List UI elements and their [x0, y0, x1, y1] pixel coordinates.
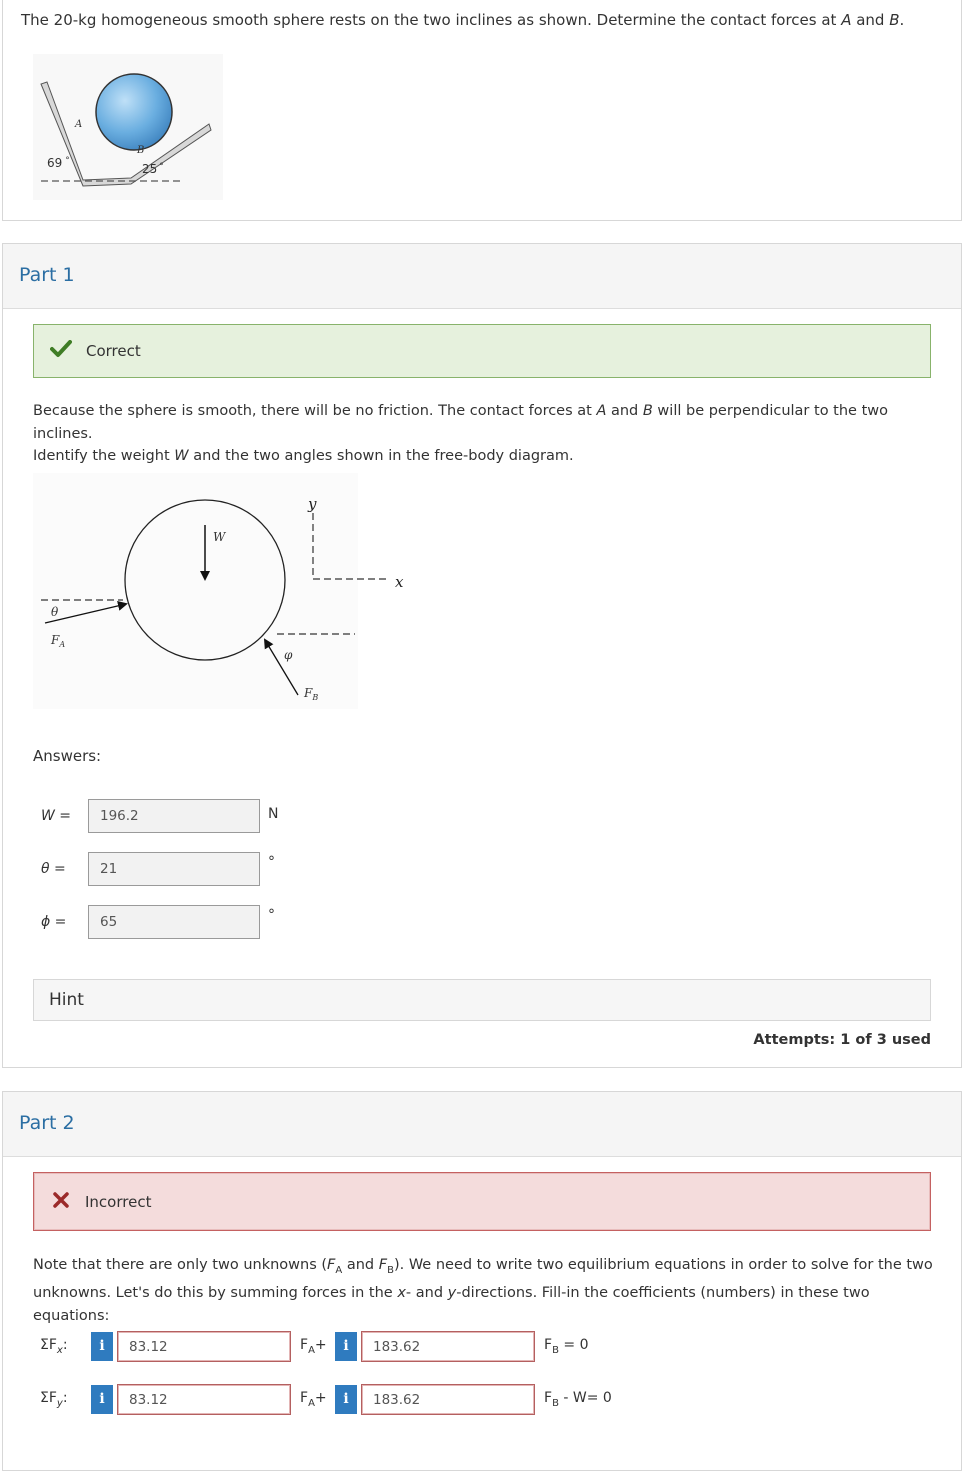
question-panel — [2, 0, 962, 221]
label-B: B — [137, 145, 145, 156]
fbd-FB: $F_B$ — [304, 686, 319, 702]
part2-explanation: Note that there are only two unknowns ($F_A$ and $F_B$). We need to write two equilibrium equations in order to solve for the two unknowns. Let's do this by summing forces in the x- and y-directions. Fill-in the coefficients (numbers) in these two equations: — [33, 1257, 933, 1324]
angle-left-label: 69 ° — [47, 156, 70, 170]
sum-fy-label: $\Sigma F_y$: — [40, 1390, 68, 1409]
fbd-x: x — [395, 573, 404, 591]
answers-label: Answers: — [33, 747, 102, 765]
info-icon[interactable]: i — [335, 1332, 357, 1361]
fbd-FA: $F_A$ — [51, 633, 66, 649]
cross-icon — [53, 1192, 69, 1208]
answer-theta-field[interactable]: 21 — [88, 852, 260, 886]
question-text: The 20-kg homogeneous smooth sphere rests on the two inclines as shown. Determine the contact forces at A and B. — [21, 11, 905, 29]
part1-explanation: Because the sphere is smooth, there will be no friction. The contact forces at A and B will be perpendicular to the two inclines. Identify the weight W and the two angles shown in the free-body diagram. — [33, 403, 888, 464]
info-icon[interactable]: i — [335, 1385, 357, 1414]
angle-right-label: 25 ° — [142, 162, 164, 176]
answer-phi-unit: ° — [268, 907, 275, 923]
part2-header — [3, 1092, 961, 1157]
answer-theta-unit: ° — [268, 854, 275, 870]
sum-fx-fa-term: $F_A+$ — [300, 1337, 327, 1356]
sum-fy-tail: $F_B - W= 0$ — [544, 1390, 612, 1409]
correct-label: Correct — [86, 342, 141, 360]
sum-fx-label: $\Sigma F_x$: — [40, 1337, 68, 1356]
fbd-theta: θ — [51, 605, 59, 619]
fbd-W: W — [213, 530, 226, 544]
answer-phi-label: ϕ = — [41, 914, 67, 930]
answer-w-label: W = — [41, 808, 72, 824]
sum-fy-coef-fb-input[interactable]: 183.62 — [361, 1384, 535, 1415]
hint-label: Hint — [49, 990, 84, 1010]
fbd-phi: φ — [284, 648, 293, 662]
hint-button[interactable] — [33, 979, 931, 1021]
sum-fx-coef-fa-input[interactable]: 83.12 — [117, 1331, 291, 1362]
sum-fy-coef-fa-input[interactable]: 83.12 — [117, 1384, 291, 1415]
part2-title: Part 2 — [19, 1112, 75, 1134]
sum-fx-tail: $F_B = 0$ — [544, 1337, 589, 1356]
incorrect-banner — [33, 1172, 931, 1231]
answer-phi-field[interactable]: 65 — [88, 905, 260, 939]
part1-title: Part 1 — [19, 264, 75, 286]
part1-header — [3, 244, 961, 309]
sum-fy-fa-term: $F_A+$ — [300, 1390, 327, 1409]
answer-w-field[interactable]: 196.2 — [88, 799, 260, 833]
incorrect-label: Incorrect — [85, 1193, 152, 1211]
sum-fx-coef-fb-input[interactable]: 183.62 — [361, 1331, 535, 1362]
answer-w-unit: N — [268, 806, 279, 822]
free-body-diagram — [33, 473, 413, 713]
attempts-text: Attempts: 1 of 3 used — [753, 1032, 931, 1048]
label-A: A — [75, 119, 83, 130]
info-icon[interactable]: i — [91, 1332, 113, 1361]
correct-banner — [33, 324, 931, 378]
check-icon — [50, 340, 72, 358]
answer-theta-label: θ = — [41, 861, 66, 877]
info-icon[interactable]: i — [91, 1385, 113, 1414]
incline-sphere-figure — [33, 54, 223, 200]
fbd-y: y — [308, 495, 317, 513]
sphere — [96, 74, 172, 150]
